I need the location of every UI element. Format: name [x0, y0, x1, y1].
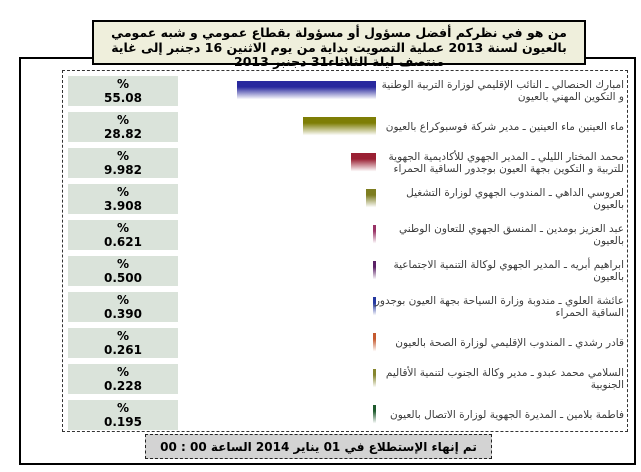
candidate-label-text: السلامي محمد عبدو ـ مدير وكالة الجنوب لتنمية الأقاليم الجنوبية — [385, 366, 624, 391]
percent-symbol: % — [116, 293, 130, 307]
poll-title-line-2: بالعيون لسنة 2013 عملية التصويت بداية من يوم الاثنين 16 دجنبر إلى غاية — [111, 39, 567, 55]
percent-box — [68, 148, 178, 178]
poll-end-status-text: تم إنهاء الإستطلاع في 01 يناير 2014 الساعة 00 : 00 — [160, 439, 477, 454]
percent-value: 9.982 — [104, 163, 142, 177]
candidate-label-text: عائشة العلوي ـ مندوبة وزارة السياحة بجهة العيون بوجدور الساقية الحمراء — [374, 294, 624, 319]
poll-title-line-1: من هو في نظركم أفضل مسؤول أو مسؤولة بقطاع عمومي و شبه عمومي — [111, 25, 567, 40]
candidate-label-text: امبارك الحنصالي ـ النائب الإقليمي لوزارة التربية الوطنية و التكوين المهني بالعيون — [381, 78, 624, 103]
poll-title-line-3: منتصف ليلة الثلاثاء31 دجنبر 2013 — [234, 54, 444, 69]
result-row — [63, 181, 627, 217]
result-row — [63, 145, 627, 181]
percent-symbol: % — [116, 365, 130, 379]
poll-question-title-box — [92, 20, 586, 69]
candidate-label — [374, 181, 624, 217]
percent-symbol: % — [116, 77, 130, 91]
percent-value: 3.908 — [104, 199, 142, 213]
result-bar — [351, 153, 376, 173]
percent-symbol: % — [116, 185, 130, 199]
percent-symbol: % — [116, 257, 130, 271]
candidate-label — [374, 109, 624, 145]
percent-box — [68, 220, 178, 250]
percent-symbol: % — [116, 149, 130, 163]
percent-box — [68, 256, 178, 286]
percent-symbol: % — [116, 113, 130, 127]
percent-box — [68, 76, 178, 106]
candidate-label — [374, 217, 624, 253]
percent-box — [68, 328, 178, 358]
candidate-label — [374, 253, 624, 289]
candidate-label-text: ماء العينين ماء العينين ـ مدير شركة فوسبوكراع بالعيون — [385, 120, 624, 133]
poll-end-status-bar — [145, 434, 492, 459]
percent-box — [68, 112, 178, 142]
candidate-label — [374, 73, 624, 109]
candidate-label — [374, 397, 624, 433]
candidate-label — [374, 145, 624, 181]
percent-box — [68, 292, 178, 322]
candidate-label-text: عبد العزيز بومدين ـ المنسق الجهوي للتعاون الوطني بالعيون — [398, 222, 624, 247]
percent-box — [68, 364, 178, 394]
percent-box — [68, 400, 178, 430]
percent-symbol: % — [116, 401, 130, 415]
percent-value: 0.621 — [104, 235, 142, 249]
candidate-label-text: لعروسي الداهي ـ المندوب الجهوي لوزارة التشغيل بالعيون — [406, 186, 624, 211]
candidate-label — [374, 289, 624, 325]
result-row — [63, 325, 627, 361]
percent-value: 55.08 — [104, 91, 142, 105]
candidate-label-text: فاطمة بلامين ـ المديرة الجهوية لوزارة الاتصال بالعيون — [390, 408, 624, 421]
percent-box — [68, 184, 178, 214]
percent-value: 0.261 — [104, 343, 142, 357]
result-row — [63, 109, 627, 145]
candidate-label-text: قادر رشدي ـ المندوب الإقليمي لوزارة الصحة بالعيون — [395, 336, 624, 349]
result-row — [63, 217, 627, 253]
candidate-label — [374, 325, 624, 361]
results-chart-area — [62, 70, 628, 432]
candidate-label — [374, 361, 624, 397]
percent-value: 28.82 — [104, 127, 142, 141]
candidate-label-text: ابراهيم أبريه ـ المدير الجهوي لوكالة التنمية الاجتماعية بالعيون — [393, 258, 624, 283]
percent-value: 0.500 — [104, 271, 142, 285]
result-row — [63, 73, 627, 109]
candidate-label-text: محمد المختار الليلي ـ المدير الجهوي للأكاديمية الجهوية للتربية و التكوين بجهة العيون بوجدور الساقية الحمراء — [388, 150, 624, 175]
result-bar — [237, 81, 376, 101]
result-row — [63, 289, 627, 325]
percent-symbol: % — [116, 221, 130, 235]
result-row — [63, 253, 627, 289]
percent-symbol: % — [116, 329, 130, 343]
result-row — [63, 397, 627, 433]
result-row — [63, 361, 627, 397]
result-bar — [303, 117, 376, 137]
percent-value: 0.390 — [104, 307, 142, 321]
percent-value: 0.228 — [104, 379, 142, 393]
percent-value: 0.195 — [104, 415, 142, 429]
